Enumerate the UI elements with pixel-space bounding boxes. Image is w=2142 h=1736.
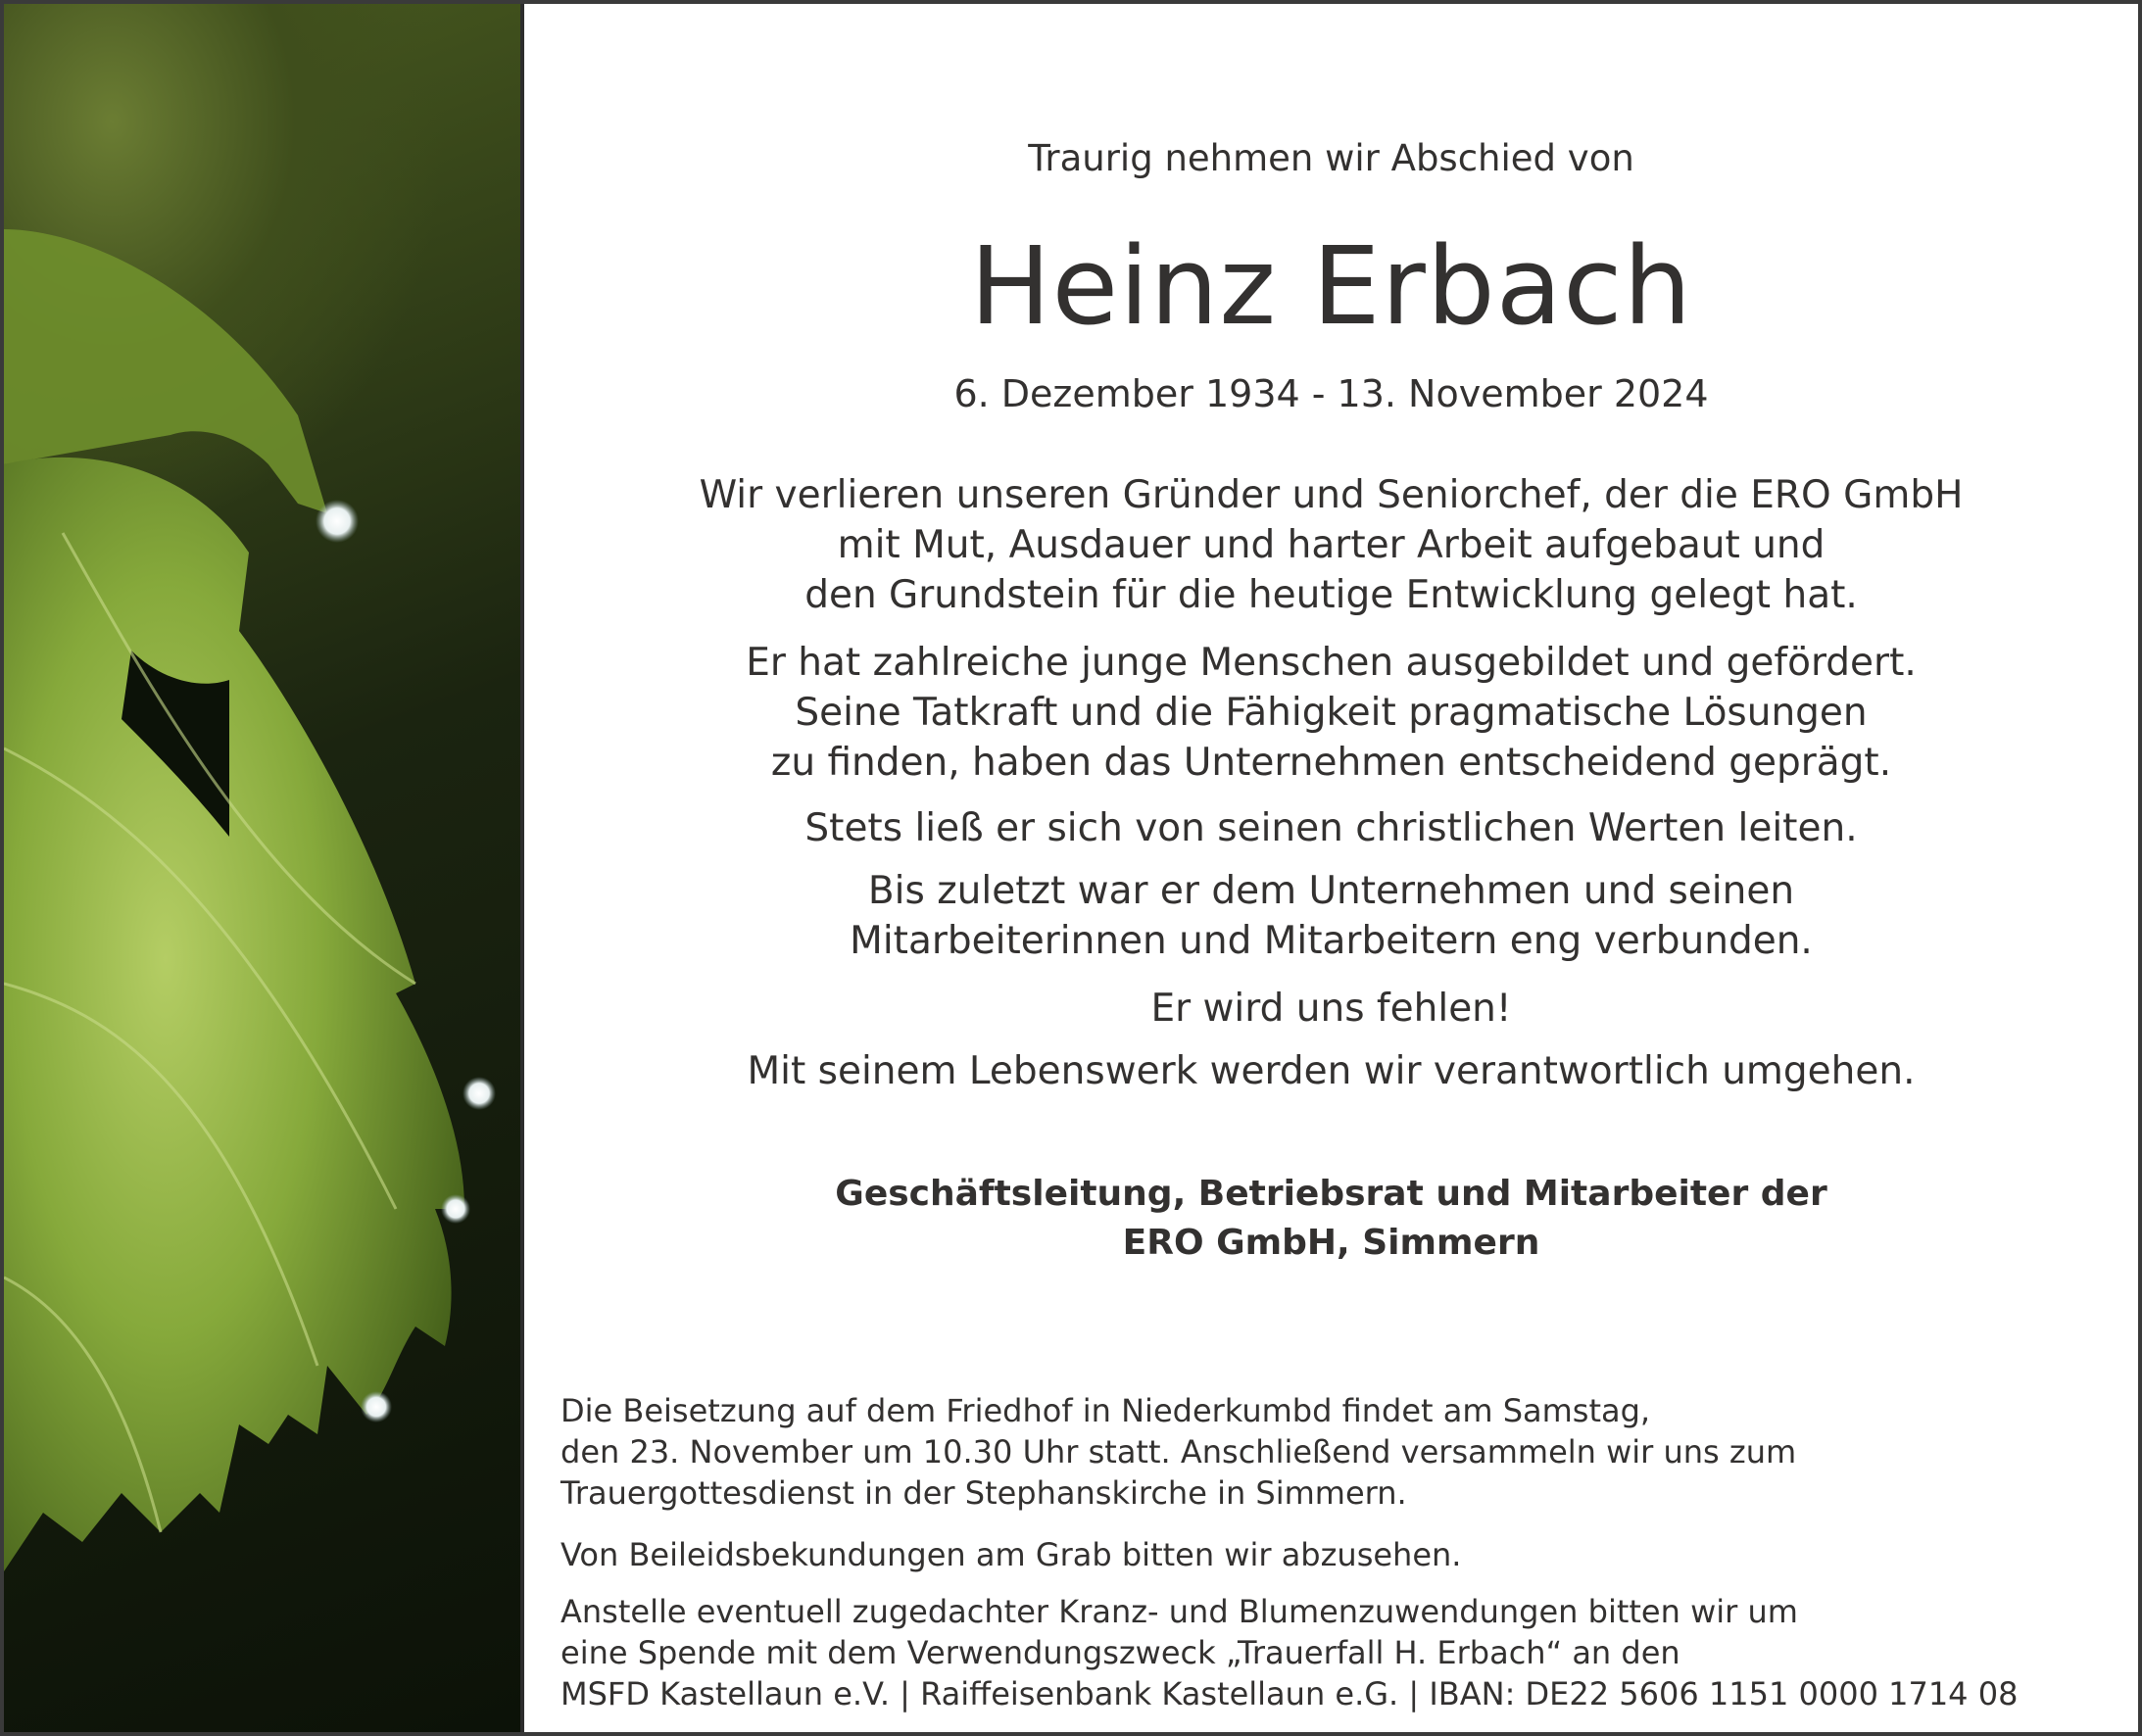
paragraph-legacy <box>524 1046 2138 1096</box>
text-line: den Grundstein für die heutige Entwicklung gelegt hat. <box>804 573 1858 617</box>
deceased-name: Heinz Erbach <box>969 223 1693 349</box>
text-line: Mit seinem Lebenswerk werden wir verantwortlich umgehen. <box>747 1049 1916 1093</box>
leaf-main <box>4 458 464 1571</box>
paragraph-missed <box>524 984 2138 1034</box>
condolences-info <box>560 1534 2142 1575</box>
text-line: MSFD Kastellaun e.V. | Raiffeisenbank Kastellaun e.G. | IBAN: DE22 5606 1151 0000 1714 08 <box>560 1675 2019 1712</box>
leaf-illustration <box>4 4 520 1732</box>
notice-text <box>524 4 2138 1732</box>
leaf-photo <box>4 4 520 1732</box>
donation-info <box>560 1591 2142 1714</box>
intro-line: Traurig nehmen wir Abschied von <box>1028 137 1634 179</box>
text-line: Er wird uns fehlen! <box>1150 987 1512 1031</box>
text-line: den 23. November um 10.30 Uhr statt. Anschließend versammeln wir uns zum <box>560 1433 1797 1471</box>
text-line: Er hat zahlreiche junge Menschen ausgebildet und gefördert. <box>746 641 1917 685</box>
text-line: Wir verlieren unseren Gründer und Seniorchef, der die ERO GmbH <box>699 473 1964 517</box>
text-line: Von Beileidsbekundungen am Grab bitten wir abzusehen. <box>560 1536 1462 1573</box>
paragraph-training <box>524 638 2138 788</box>
text-line: zu finden, haben das Unternehmen entscheidend geprägt. <box>770 741 1892 785</box>
text-line: mit Mut, Ausdauer und harter Arbeit aufgebaut und <box>837 523 1826 567</box>
paragraph-connection <box>524 866 2138 966</box>
signature-line: Geschäftsleitung, Betriebsrat und Mitarbeiter der <box>835 1174 1827 1214</box>
signature-line: ERO GmbH, Simmern <box>1122 1223 1540 1263</box>
life-dates: 6. Dezember 1934 - 13. November 2024 <box>953 372 1709 415</box>
text-line: Seine Tatkraft und die Fähigkeit pragmatische Lösungen <box>795 691 1868 735</box>
signature <box>524 1170 2138 1268</box>
text-line: Bis zuletzt war er dem Unternehmen und seinen <box>867 869 1795 913</box>
text-line: Mitarbeiterinnen und Mitarbeitern eng verbunden. <box>850 919 1813 963</box>
paragraph-values <box>524 803 2138 853</box>
text-line: Stets ließ er sich von seinen christlichen Werten leiten. <box>804 806 1858 850</box>
text-line: Trauergottesdienst in der Stephanskirche in Simmern. <box>560 1474 1407 1512</box>
text-line: Die Beisetzung auf dem Friedhof in Niederkumbd findet am Samstag, <box>560 1392 1651 1429</box>
text-line: eine Spende mit dem Verwendungszweck „Trauerfall H. Erbach“ an den <box>560 1634 1680 1671</box>
text-line: Anstelle eventuell zugedachter Kranz- und Blumenzuwendungen bitten wir um <box>560 1593 1798 1630</box>
burial-info <box>560 1390 2142 1514</box>
paragraph-founder <box>524 470 2138 620</box>
